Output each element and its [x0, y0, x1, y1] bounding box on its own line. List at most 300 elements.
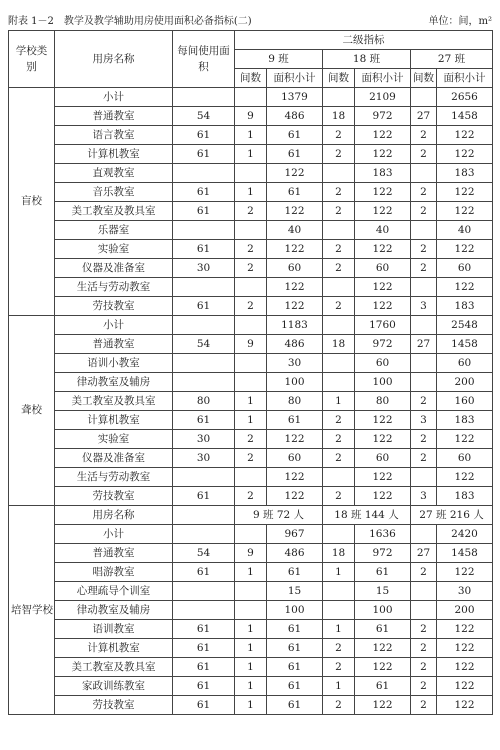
table-cell: 61	[173, 696, 235, 715]
table-cell: 61	[173, 563, 235, 582]
table-cell: 1	[235, 658, 267, 677]
table-cell: 972	[355, 335, 411, 354]
table-cell: 122	[437, 145, 493, 164]
table-cell: 122	[437, 696, 493, 715]
table-cell: 18 班 144 人	[323, 506, 411, 525]
table-cell: 2	[323, 430, 355, 449]
table-cell	[173, 316, 235, 335]
table-row	[9, 240, 493, 259]
table-cell	[235, 354, 267, 373]
header-class18: 18 班	[323, 50, 411, 69]
table-cell: 2	[411, 126, 437, 145]
table-cell	[173, 525, 235, 544]
table-cell: 61	[173, 183, 235, 202]
table-cell: 80	[355, 392, 411, 411]
table-row	[9, 658, 493, 677]
table-cell	[323, 88, 355, 107]
room-name-cell: 小计	[55, 316, 173, 335]
room-name-cell: 普通教室	[55, 335, 173, 354]
table-cell	[323, 601, 355, 620]
table-cell: 122	[437, 677, 493, 696]
table-cell: 122	[355, 297, 411, 316]
table-cell: 60	[437, 449, 493, 468]
table-cell: 183	[355, 164, 411, 183]
header-area-18: 面积小计	[355, 69, 411, 88]
table-cell: 2548	[437, 316, 493, 335]
table-cell: 27	[411, 335, 437, 354]
table-cell: 9	[235, 335, 267, 354]
table-cell: 122	[267, 202, 323, 221]
table-row	[9, 411, 493, 430]
table-cell: 80	[267, 392, 323, 411]
room-name-cell: 美工教室及教具室	[55, 202, 173, 221]
table-cell	[235, 525, 267, 544]
table-cell	[173, 354, 235, 373]
table-cell: 60	[437, 354, 493, 373]
table-cell: 18	[323, 544, 355, 563]
table-cell: 1	[235, 696, 267, 715]
room-name-cell: 家政训练教室	[55, 677, 173, 696]
room-name-cell: 实验室	[55, 430, 173, 449]
table-cell	[323, 354, 355, 373]
table-cell: 61	[173, 297, 235, 316]
table-cell	[235, 601, 267, 620]
table-cell: 61	[173, 658, 235, 677]
room-name-cell: 语言教室	[55, 126, 173, 145]
room-name-cell: 小计	[55, 88, 173, 107]
table-cell: 100	[355, 601, 411, 620]
table-cell	[323, 221, 355, 240]
table-cell: 2	[323, 297, 355, 316]
room-name-cell: 直观教室	[55, 164, 173, 183]
room-name-cell: 唱游教室	[55, 563, 173, 582]
table-row	[9, 468, 493, 487]
table-cell	[323, 278, 355, 297]
table-cell: 486	[267, 335, 323, 354]
table-row	[9, 696, 493, 715]
table-cell: 60	[267, 259, 323, 278]
table-cell: 15	[267, 582, 323, 601]
table-cell	[235, 164, 267, 183]
table-cell	[411, 164, 437, 183]
table-cell	[411, 88, 437, 107]
table-cell: 122	[267, 240, 323, 259]
table-cell: 1	[235, 411, 267, 430]
table-cell: 用房名称	[55, 506, 173, 525]
table-cell: 122	[267, 487, 323, 506]
unit-label: 单位：间，m²	[428, 16, 492, 27]
header-class9: 9 班	[235, 50, 323, 69]
table-cell: 1	[323, 563, 355, 582]
table-cell: 27	[411, 107, 437, 126]
table-cell: 80	[173, 392, 235, 411]
table-row	[9, 164, 493, 183]
table-cell: 122	[437, 658, 493, 677]
table-cell: 2	[323, 487, 355, 506]
table-cell: 61	[173, 145, 235, 164]
table-cell	[411, 373, 437, 392]
table-cell	[235, 582, 267, 601]
table-cell: 2	[411, 563, 437, 582]
table-cell: 40	[355, 221, 411, 240]
table-cell: 40	[437, 221, 493, 240]
table-cell: 60	[437, 259, 493, 278]
room-name-cell: 乐器室	[55, 221, 173, 240]
table-cell	[411, 278, 437, 297]
table-cell: 122	[437, 620, 493, 639]
room-name-cell: 计算机教室	[55, 411, 173, 430]
table-cell: 61	[173, 639, 235, 658]
table-cell: 61	[267, 126, 323, 145]
table-cell: 18	[323, 107, 355, 126]
table-cell	[173, 373, 235, 392]
table-cell: 61	[267, 658, 323, 677]
table-cell: 2	[411, 658, 437, 677]
table-cell: 122	[355, 468, 411, 487]
table-cell: 61	[355, 677, 411, 696]
room-name-cell: 生活与劳动教室	[55, 468, 173, 487]
table-cell: 2	[411, 240, 437, 259]
table-cell: 486	[267, 107, 323, 126]
table-cell: 9 班 72 人	[235, 506, 323, 525]
table-row	[9, 107, 493, 126]
room-name-cell: 律动教室及辅房	[55, 373, 173, 392]
table-cell: 122	[437, 202, 493, 221]
table-cell: 122	[355, 126, 411, 145]
table-cell: 1	[323, 620, 355, 639]
table-cell	[411, 582, 437, 601]
table-cell: 2	[411, 259, 437, 278]
table-cell: 1	[235, 620, 267, 639]
table-row	[9, 544, 493, 563]
table-cell: 54	[173, 107, 235, 126]
table-cell: 61	[267, 145, 323, 164]
table-cell: 160	[437, 392, 493, 411]
table-cell: 183	[437, 487, 493, 506]
table-cell: 2	[235, 240, 267, 259]
table-cell	[411, 601, 437, 620]
table-cell: 2	[235, 297, 267, 316]
table-cell: 40	[267, 221, 323, 240]
table-cell: 122	[355, 639, 411, 658]
table-row	[9, 145, 493, 164]
table-cell	[411, 525, 437, 544]
table-row	[9, 259, 493, 278]
table-cell: 61	[267, 620, 323, 639]
table-cell: 1	[235, 639, 267, 658]
table-row	[9, 563, 493, 582]
table-cell: 2	[323, 202, 355, 221]
room-name-cell: 仪器及准备室	[55, 449, 173, 468]
header-area-27: 面积小计	[437, 69, 493, 88]
table-cell: 61	[173, 126, 235, 145]
table-cell: 2	[411, 620, 437, 639]
table-cell: 122	[267, 297, 323, 316]
table-cell: 972	[355, 544, 411, 563]
room-name-cell: 美工教室及教具室	[55, 658, 173, 677]
table-row	[9, 297, 493, 316]
table-row	[9, 126, 493, 145]
room-name-cell: 计算机教室	[55, 145, 173, 164]
table-cell: 2	[323, 259, 355, 278]
table-cell: 1	[235, 126, 267, 145]
table-cell: 2	[323, 658, 355, 677]
table-cell: 61	[267, 677, 323, 696]
table-cell: 2	[235, 259, 267, 278]
room-name-cell: 实验室	[55, 240, 173, 259]
table-cell	[173, 88, 235, 107]
table-cell: 61	[173, 620, 235, 639]
section-label: 聋校	[9, 316, 55, 506]
room-name-cell: 音乐教室	[55, 183, 173, 202]
table-row	[9, 392, 493, 411]
table-cell: 122	[355, 240, 411, 259]
table-cell	[323, 316, 355, 335]
table-cell: 1183	[267, 316, 323, 335]
room-name-cell: 劳技教室	[55, 297, 173, 316]
room-name-cell: 劳技教室	[55, 696, 173, 715]
table-cell: 30	[267, 354, 323, 373]
table-row	[9, 202, 493, 221]
table-cell: 61	[267, 411, 323, 430]
header-level2: 二级指标	[235, 31, 493, 50]
table-cell: 1636	[355, 525, 411, 544]
table-cell: 2	[323, 126, 355, 145]
table-cell	[173, 278, 235, 297]
table-cell: 2	[411, 392, 437, 411]
table-cell: 1	[235, 677, 267, 696]
table-cell: 1458	[437, 544, 493, 563]
table-cell: 18	[323, 335, 355, 354]
table-cell: 122	[267, 430, 323, 449]
header-per-room-area: 每间使用面积	[173, 31, 235, 88]
table-row	[9, 430, 493, 449]
table-cell	[173, 582, 235, 601]
table-cell: 3	[411, 297, 437, 316]
table-cell: 61	[355, 620, 411, 639]
table-cell: 54	[173, 544, 235, 563]
table-cell: 60	[355, 259, 411, 278]
table-row	[9, 278, 493, 297]
table-cell: 2	[323, 449, 355, 468]
table-row	[9, 601, 493, 620]
table-cell: 122	[355, 696, 411, 715]
table-cell: 3	[411, 487, 437, 506]
table-cell	[173, 601, 235, 620]
table-cell: 2	[323, 240, 355, 259]
table-cell: 60	[355, 449, 411, 468]
table-row	[9, 620, 493, 639]
section-label: 培智学校	[9, 506, 55, 715]
table-cell: 967	[267, 525, 323, 544]
header-school-type: 学校类别	[9, 31, 55, 88]
room-name-cell: 生活与劳动教室	[55, 278, 173, 297]
table-cell: 122	[355, 487, 411, 506]
page-header	[8, 10, 492, 28]
table-cell	[173, 164, 235, 183]
table-cell: 54	[173, 335, 235, 354]
room-name-cell: 小计	[55, 525, 173, 544]
table-cell: 122	[355, 658, 411, 677]
table-cell: 122	[437, 430, 493, 449]
table-cell: 2	[411, 183, 437, 202]
table-cell: 61	[173, 487, 235, 506]
table-cell	[173, 468, 235, 487]
table-cell	[235, 316, 267, 335]
table-cell: 2	[323, 696, 355, 715]
room-name-cell: 语训教室	[55, 620, 173, 639]
table-cell: 122	[437, 240, 493, 259]
table-cell	[235, 468, 267, 487]
header-area-9: 面积小计	[267, 69, 323, 88]
table-cell: 61	[173, 202, 235, 221]
room-name-cell: 律动教室及辅房	[55, 601, 173, 620]
table-cell: 122	[267, 278, 323, 297]
table-cell: 183	[437, 411, 493, 430]
table-cell: 2	[323, 411, 355, 430]
header-rooms-27: 间数	[411, 69, 437, 88]
table-cell: 2	[411, 145, 437, 164]
table-cell: 2	[323, 145, 355, 164]
table-cell: 100	[267, 373, 323, 392]
table-cell: 30	[173, 449, 235, 468]
room-name-cell: 劳技教室	[55, 487, 173, 506]
table-cell: 1458	[437, 107, 493, 126]
table-cell: 61	[355, 563, 411, 582]
table-cell	[235, 221, 267, 240]
table-cell: 122	[437, 183, 493, 202]
table-cell: 30	[173, 430, 235, 449]
table-cell: 30	[173, 259, 235, 278]
table-cell	[411, 221, 437, 240]
table-cell: 122	[437, 278, 493, 297]
table-cell: 2	[411, 449, 437, 468]
table-cell: 2	[411, 696, 437, 715]
table-cell: 486	[267, 544, 323, 563]
section-label: 盲校	[9, 88, 55, 316]
table-cell: 2	[323, 183, 355, 202]
table-cell: 1379	[267, 88, 323, 107]
table-cell	[411, 354, 437, 373]
table-cell: 2	[323, 639, 355, 658]
table-cell	[411, 468, 437, 487]
table-cell: 2	[411, 639, 437, 658]
table-cell: 61	[173, 240, 235, 259]
table-cell	[323, 525, 355, 544]
table-cell	[235, 278, 267, 297]
table-cell: 122	[355, 430, 411, 449]
table-cell: 60	[355, 354, 411, 373]
table-cell: 61	[267, 639, 323, 658]
table-cell	[235, 373, 267, 392]
table-cell: 1	[235, 145, 267, 164]
table-cell: 27	[411, 544, 437, 563]
table-cell: 2	[235, 202, 267, 221]
room-name-cell: 语训小教室	[55, 354, 173, 373]
room-name-cell: 仪器及准备室	[55, 259, 173, 278]
table-cell: 972	[355, 107, 411, 126]
table-cell: 1	[323, 677, 355, 696]
room-name-cell: 普通教室	[55, 107, 173, 126]
table-cell	[323, 468, 355, 487]
table-cell: 100	[355, 373, 411, 392]
table-cell	[323, 582, 355, 601]
room-name-cell: 计算机教室	[55, 639, 173, 658]
table-cell: 61	[267, 563, 323, 582]
table-cell: 122	[437, 563, 493, 582]
table-cell: 122	[267, 164, 323, 183]
table-cell: 122	[437, 468, 493, 487]
table-cell: 9	[235, 544, 267, 563]
table-cell: 183	[437, 164, 493, 183]
table-row	[9, 335, 493, 354]
table-cell: 100	[267, 601, 323, 620]
table-cell: 2109	[355, 88, 411, 107]
table-cell: 122	[355, 145, 411, 164]
table-cell: 61	[267, 696, 323, 715]
table-row	[9, 677, 493, 696]
room-name-cell: 心理疏导个训室	[55, 582, 173, 601]
table-row	[9, 88, 493, 107]
table-row	[9, 506, 493, 525]
table-cell: 200	[437, 601, 493, 620]
table-cell	[323, 164, 355, 183]
header-class27: 27 班	[411, 50, 493, 69]
table-row	[9, 221, 493, 240]
table-cell	[173, 221, 235, 240]
table-cell: 122	[437, 126, 493, 145]
table-cell: 122	[355, 278, 411, 297]
table-cell: 9	[235, 107, 267, 126]
table-cell: 61	[173, 677, 235, 696]
table-cell: 2420	[437, 525, 493, 544]
table-row	[9, 449, 493, 468]
table-row	[9, 316, 493, 335]
table-cell: 2	[235, 449, 267, 468]
table-cell: 2656	[437, 88, 493, 107]
table-row	[9, 354, 493, 373]
table-cell: 1760	[355, 316, 411, 335]
table-cell: 3	[411, 411, 437, 430]
table-cell: 1	[235, 563, 267, 582]
header-rooms-18: 间数	[323, 69, 355, 88]
table-cell: 1458	[437, 335, 493, 354]
table-cell: 122	[437, 639, 493, 658]
table-cell: 2	[235, 487, 267, 506]
table-row	[9, 582, 493, 601]
table-cell: 122	[355, 202, 411, 221]
table-row	[9, 373, 493, 392]
table-cell: 183	[437, 297, 493, 316]
table-row	[9, 487, 493, 506]
area-indicator-table	[8, 30, 493, 715]
table-cell: 60	[267, 449, 323, 468]
table-cell: 122	[355, 411, 411, 430]
table-cell	[235, 88, 267, 107]
table-cell: 61	[173, 411, 235, 430]
table-cell: 15	[355, 582, 411, 601]
table-cell: 1	[235, 183, 267, 202]
table-cell	[323, 373, 355, 392]
table-cell: 61	[267, 183, 323, 202]
table-row	[9, 525, 493, 544]
room-name-cell: 美工教室及教具室	[55, 392, 173, 411]
header-rooms-9: 间数	[235, 69, 267, 88]
table-cell: 30	[437, 582, 493, 601]
table-row	[9, 183, 493, 202]
room-name-cell: 普通教室	[55, 544, 173, 563]
table-cell: 1	[323, 392, 355, 411]
